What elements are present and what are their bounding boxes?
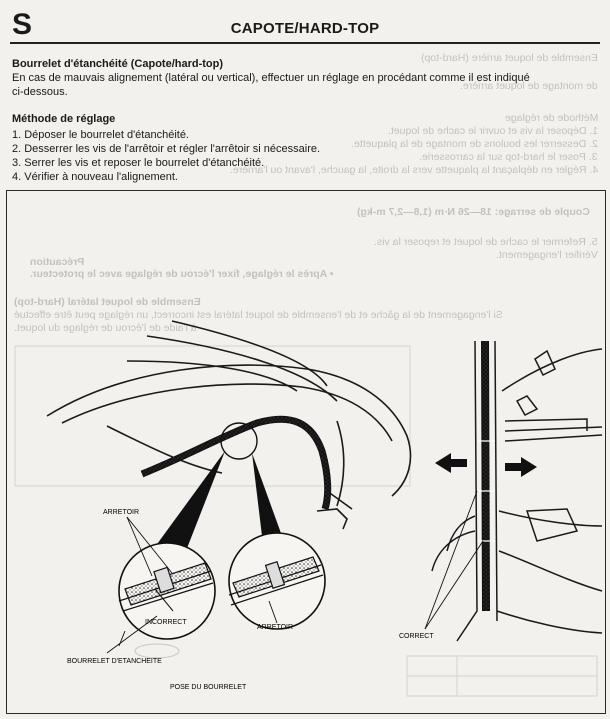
label-incorrect: INCORRECT <box>145 619 187 626</box>
bleed-line: Ensemble de loquet latéral (Hard-top) <box>14 296 201 308</box>
step-item: 1. Déposer le bourrelet d'étanchéité. <box>12 129 189 141</box>
bleed-line: 1. Déposer la vis et ouvrir le cache de loquet. <box>387 125 598 137</box>
bleed-line: 3. Poser le hard-top sur la carrosserie. <box>419 151 598 163</box>
car-body-illustration <box>47 321 411 529</box>
label-correct: CORRECT <box>399 633 434 640</box>
figure-caption: POSE DU BOURRELET <box>170 684 247 691</box>
correct-leader-lines <box>425 491 483 629</box>
label-bourrelet: BOURRELET D'ETANCHEITE <box>67 658 162 665</box>
door-frame-illustration <box>432 341 602 641</box>
bleed-line: Couple de serrage: 18—26 N·m (1,8—2,7 m-kg) <box>357 206 590 218</box>
step-item: 2. Desserrer les vis de l'arrêtoir et régler l'arrêtoir si nécessaire. <box>12 143 321 155</box>
bleed-line: Ensemble de loquet arrière (Hard-top) <box>421 52 598 64</box>
arrow-left-icon <box>435 453 467 473</box>
section-body-line: ci-dessous. <box>12 86 68 98</box>
correct-detail <box>229 533 325 629</box>
section-heading-bourrelet: Bourrelet d'étanchéité (Capote/hard-top) <box>12 58 224 70</box>
step-item: 3. Serrer les vis et reposer le bourrelet d'étanchéité. <box>12 157 265 169</box>
chapter-title: CAPOTE/HARD-TOP <box>230 20 380 37</box>
section-body-line: En cas de mauvais alignement (latéral ou vertical), effectuer un réglage en procédant comme il est indiqué <box>12 72 530 84</box>
bleed-line: 2. Desserrer les boulons de montage de la plaquette. <box>351 138 598 150</box>
bleed-through-drawing <box>15 346 597 696</box>
weatherstrip-seal-texture <box>142 419 328 509</box>
bleed-line: Vérifier l'engagement. <box>496 249 598 261</box>
bleed-line: 5. Refermer le cache de loquet et reposer la vis. <box>374 236 598 248</box>
adjustment-steps <box>12 128 592 184</box>
label-arretoir-left: ARRETOIR <box>103 509 140 516</box>
bleed-line: à l'aide de l'écrou de réglage du loquet. <box>14 322 197 334</box>
section-heading-methode: Méthode de réglage <box>12 113 116 125</box>
page-header <box>10 8 600 44</box>
callout-wedge-right <box>252 453 282 536</box>
seal-installation-figure <box>6 190 606 714</box>
label-arretoir-right: ARRETOIR <box>257 624 294 631</box>
bleed-line: Si l'engagement de la gâche et de l'ensemble de loquet latéral est incorrect, un réglage peut être effectué <box>14 309 503 321</box>
bleed-line: de montage de loquet arrière. <box>460 80 598 92</box>
section-letter: S <box>12 8 33 41</box>
arrow-right-icon <box>505 457 537 477</box>
bleed-line: Méthode de réglage <box>504 112 598 124</box>
bleed-line: Précaution <box>30 256 85 268</box>
door-seal-texture <box>485 341 486 611</box>
figure-drawing <box>7 191 605 713</box>
faint-parts <box>135 644 179 658</box>
bleed-line: 4. Régler en déplaçant la plaquette vers la droite, la gauche, l'avant ou l'arrière. <box>229 164 598 176</box>
step-item: 4. Vérifier à nouveau l'alignement. <box>12 171 178 183</box>
bleed-line: • Après le réglage, fixer l'écrou de réglage avec le protecteur. <box>30 268 334 280</box>
